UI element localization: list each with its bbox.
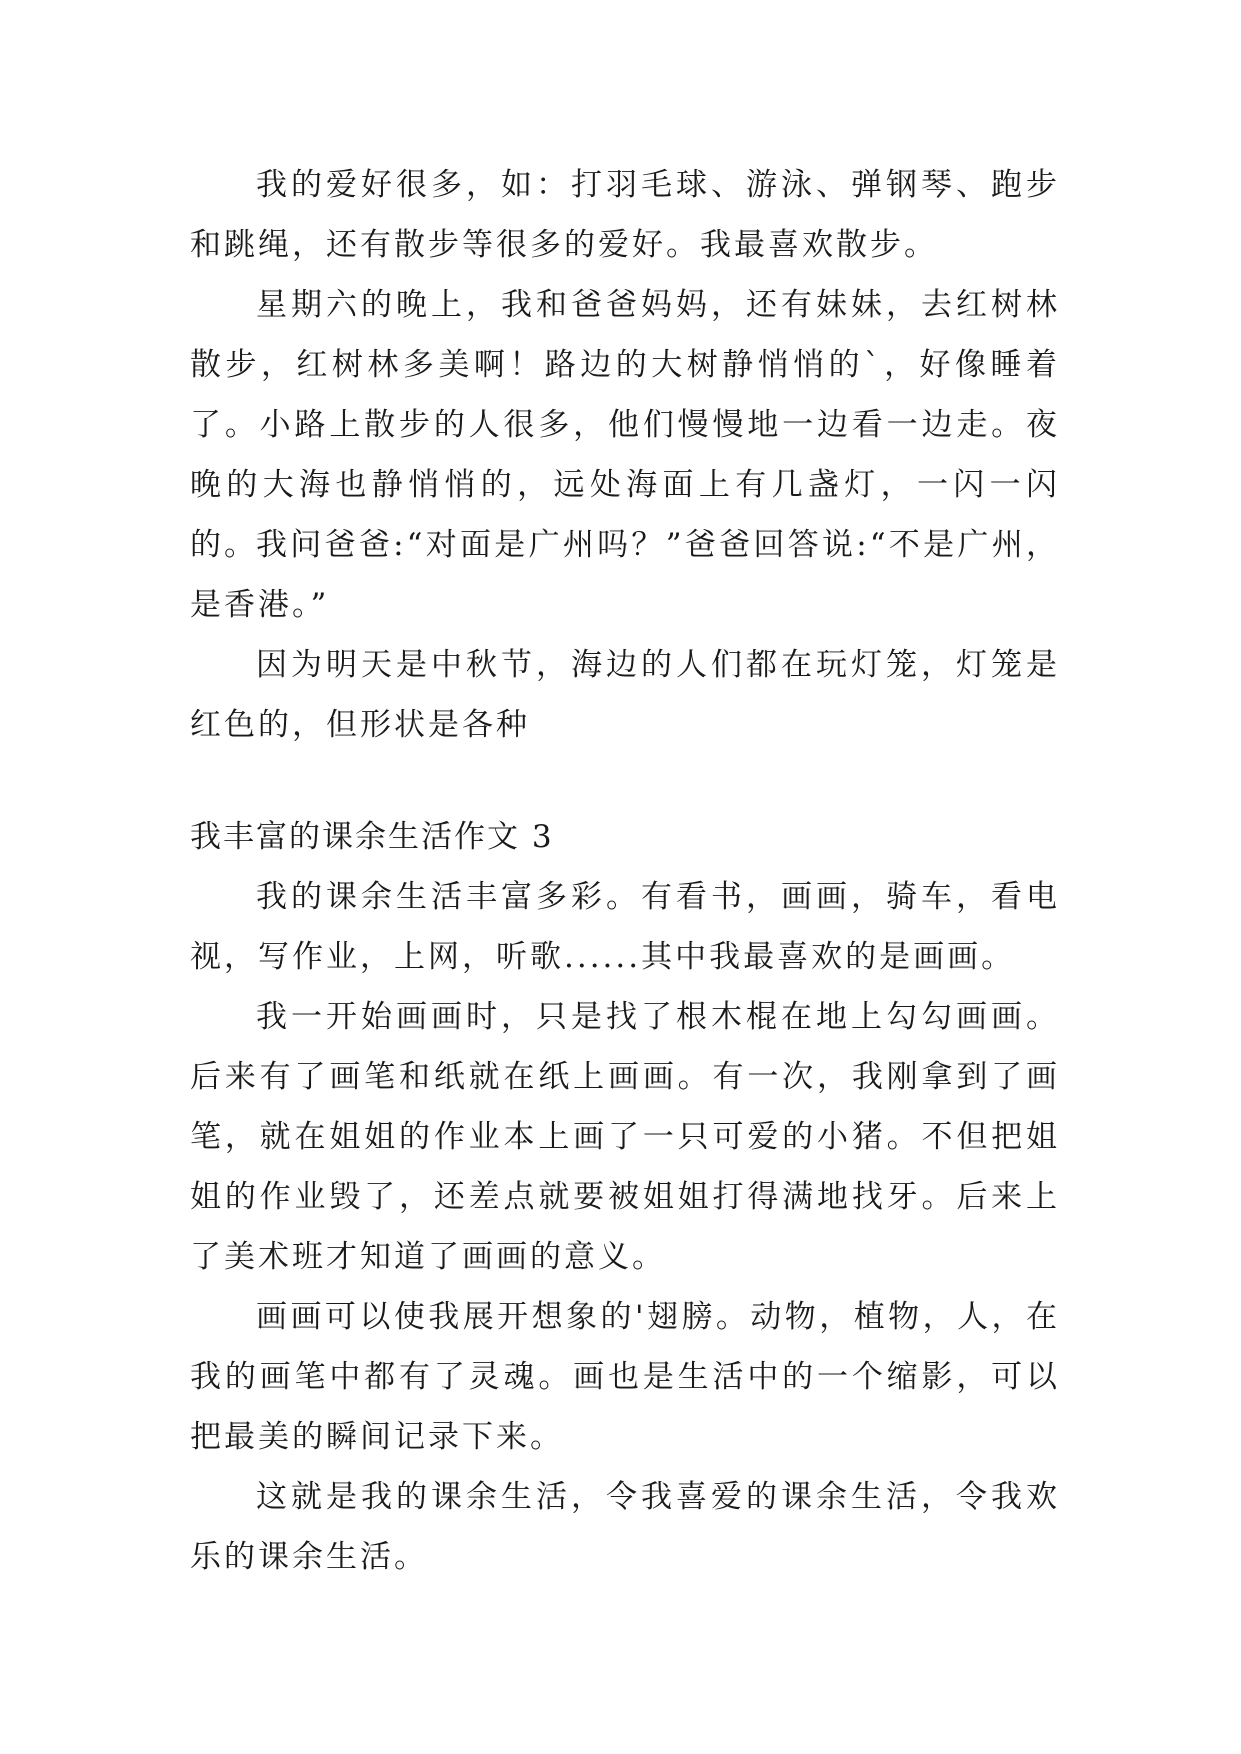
paragraph-conclusion: 这就是我的课余生活，令我喜爱的课余生活，令我欢乐的课余生活。	[190, 1479, 1060, 1575]
essay-title: 我丰富的课余生活作文 3	[190, 819, 554, 855]
paragraph-mangrove-walk: 星期六的晚上，我和爸爸妈妈，还有妹妹，去红树林散步，红树林多美啊！路边的大树静悄悄的`，好像睡着了。小路上散步的人很多，他们慢慢地一边看一边走。夜晚的大海也静悄悄的，远处海面上有几盏灯，一闪一闪的。	[190, 287, 1060, 563]
paragraph-activities: 我的课余生活丰富多彩。有看书，画画，骑车，看电视，写作业，上网，听歌......其中我最喜欢的是画画。	[190, 879, 1060, 975]
paragraph-hobbies: 我的爱好很多，如：打羽毛球、游泳、弹钢琴、跑步和跳绳，还有散步等很多的爱好。我最喜欢散步。	[190, 167, 1060, 263]
paragraph-drawing-story: 我一开始画画时，只是找了根木棍在地上勾勾画画。后来有了画笔和纸就在纸上画画。有一次，我刚拿到了画笔，就在姐姐的作业本上画了一只可爱的小猪。不但把姐姐的作业毁了，还差点就要被姐姐打得满地找牙。后来上了美术班才知道了画画的意义。	[190, 999, 1060, 1275]
paragraph-drawing-meaning: 画画可以使我展开想象的'翅膀。动物，植物，人，在我的画笔中都有了灵魂。画也是生活中的一个缩影，可以把最美的瞬间记录下来。	[190, 1299, 1060, 1455]
paragraph-dialogue: 我问爸爸:“对面是广州吗？”爸爸回答说:“不是广州，是香港。”	[190, 527, 1060, 623]
paragraph-mid-autumn: 因为明天是中秋节，海边的人们都在玩灯笼，灯笼是红色的，但形状是各种	[190, 647, 1060, 743]
